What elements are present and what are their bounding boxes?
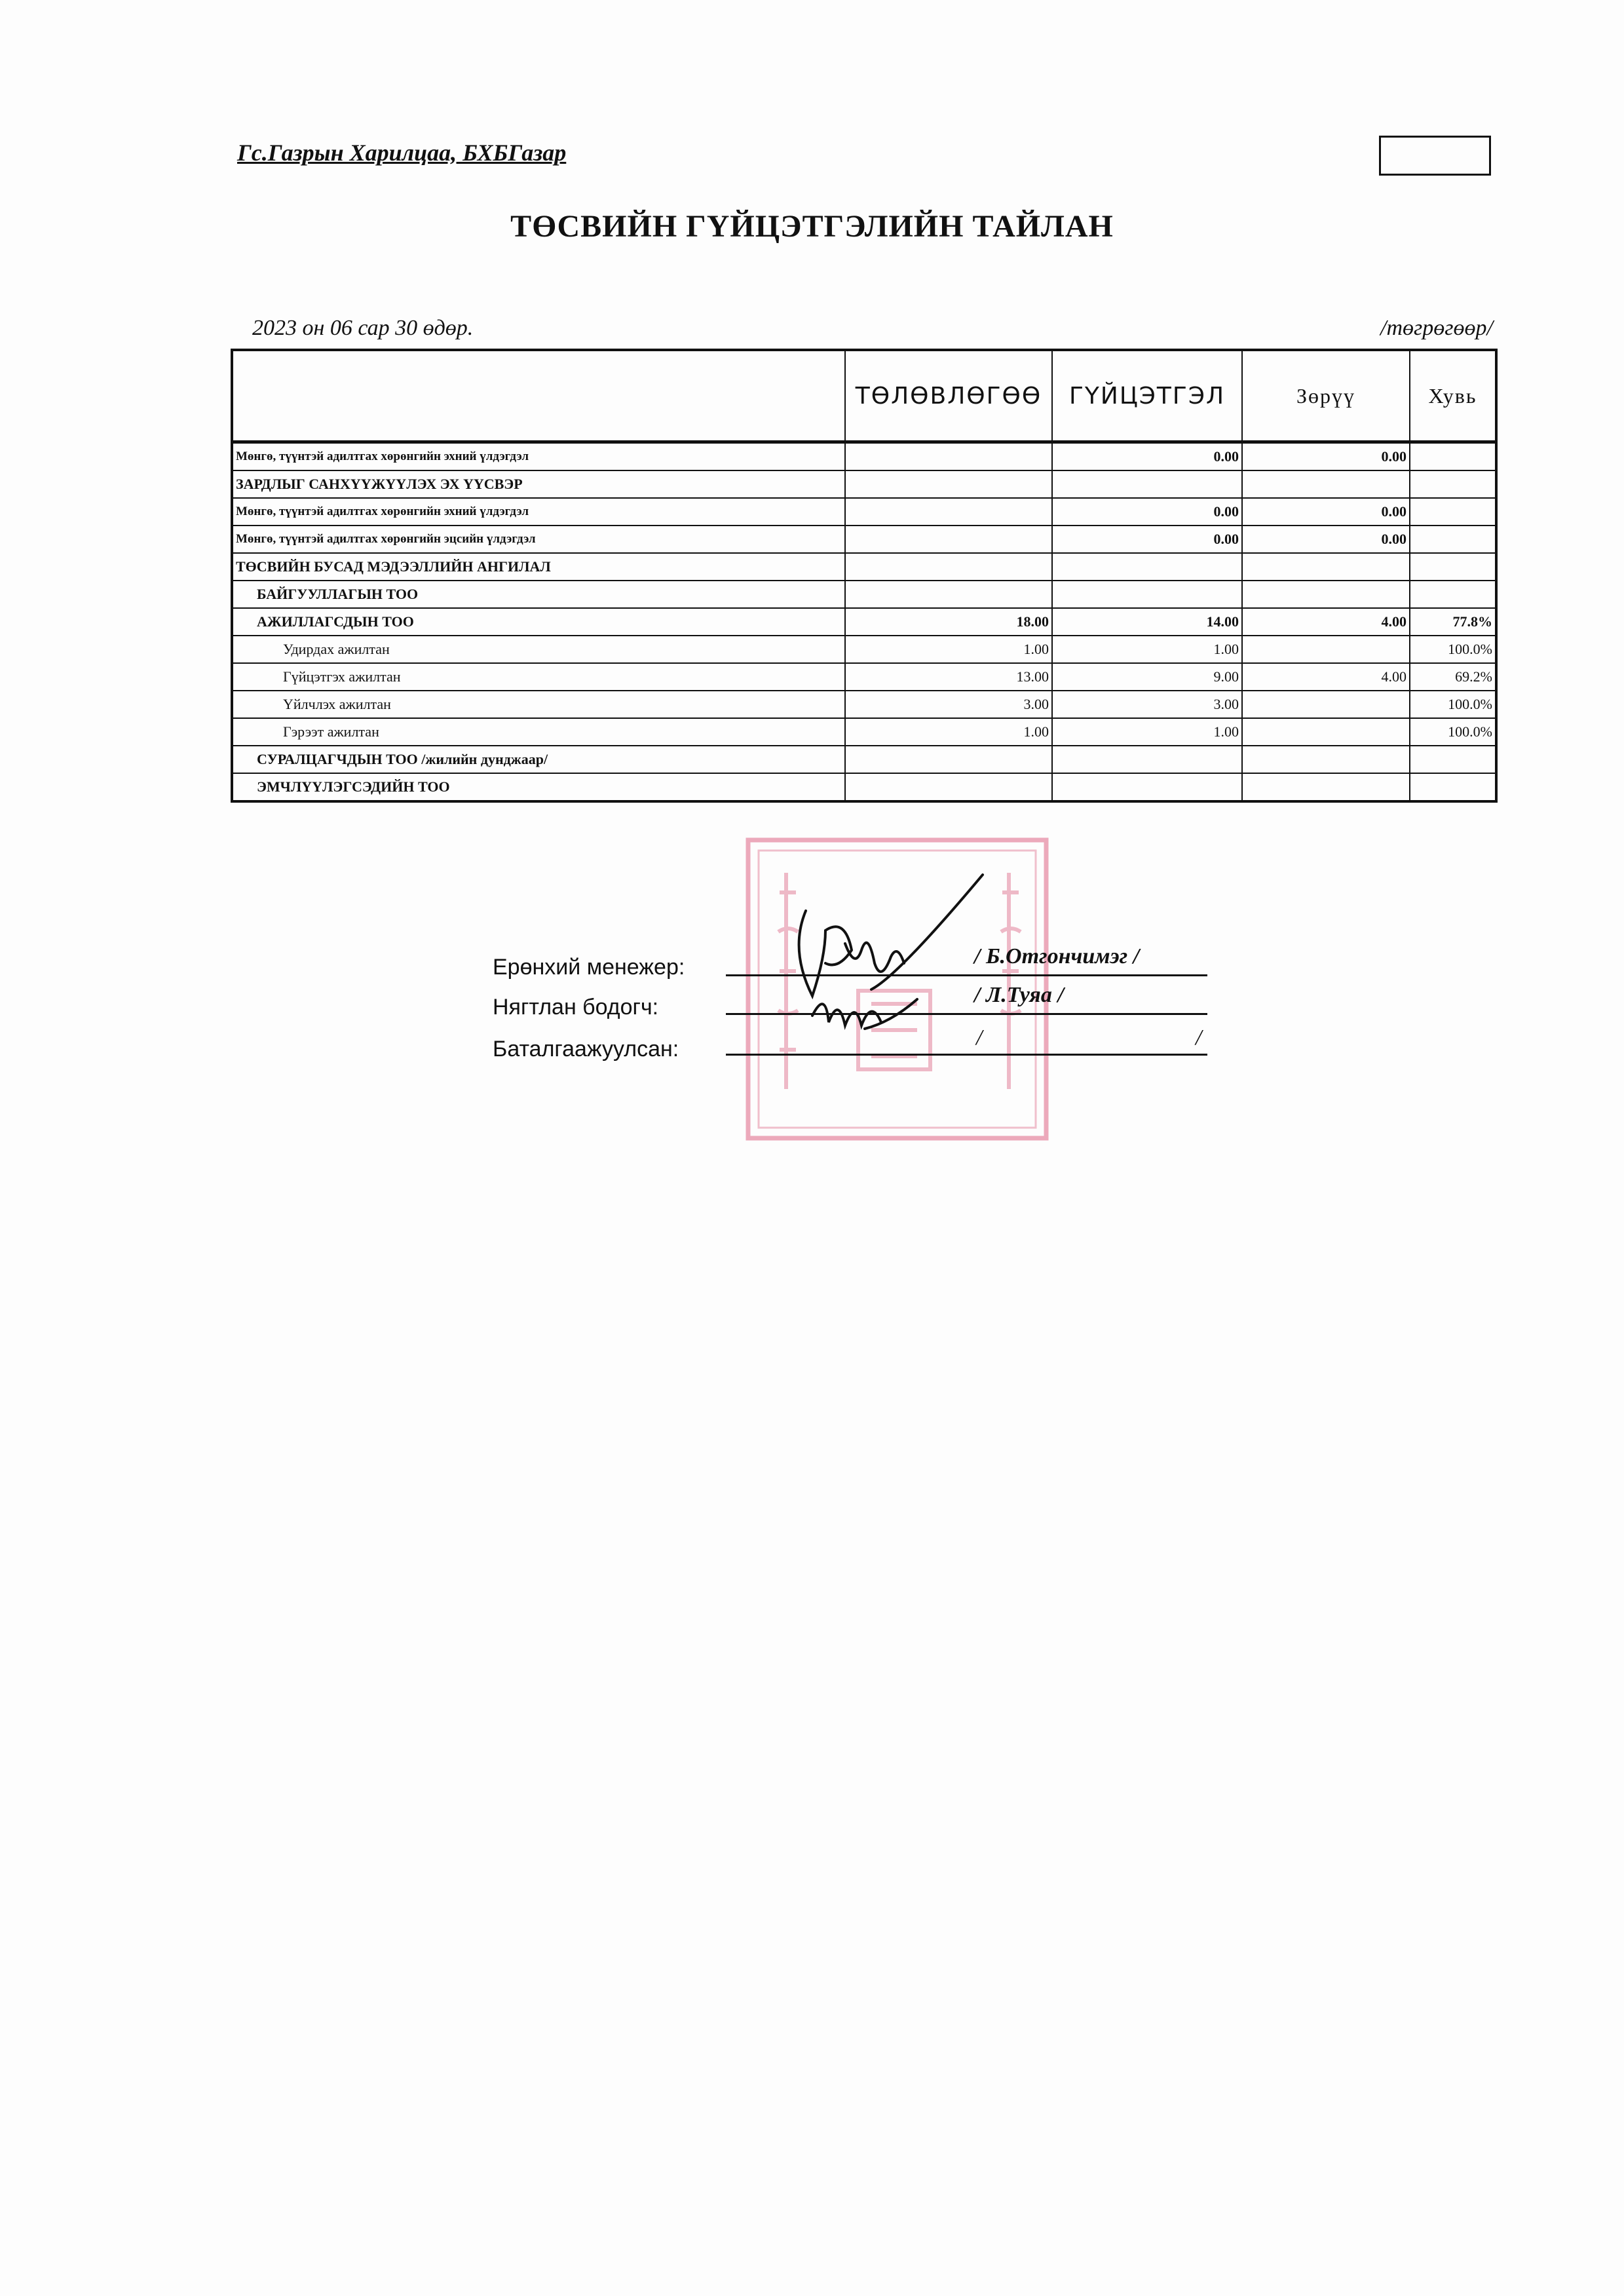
actual-cell — [1052, 553, 1242, 581]
difference-cell — [1242, 691, 1410, 718]
difference-cell — [1242, 718, 1410, 746]
organization-name: Гс.Газрын Харилцаа, БХБГазар — [237, 140, 567, 166]
row-label: Мөнгө, түүнтэй адилтгах хөрөнгийн эхний үлдэгдэл — [232, 498, 845, 526]
column-header-actual: ГҮЙЦЭТГЭЛ — [1052, 350, 1242, 442]
plan-cell — [845, 553, 1052, 581]
actual-cell: 0.00 — [1052, 442, 1242, 471]
plan-cell — [845, 526, 1052, 553]
row-label: Гүйцэтгэх ажилтан — [232, 663, 845, 691]
percent-cell — [1410, 526, 1496, 553]
plan-cell — [845, 498, 1052, 526]
difference-cell — [1242, 773, 1410, 801]
plan-cell — [845, 442, 1052, 471]
actual-cell: 3.00 — [1052, 691, 1242, 718]
row-label: Удирдах ажилтан — [232, 636, 845, 663]
accountant-label: Нягтлан бодогч: — [493, 995, 659, 1020]
currency-unit: /төгрөгөөр/ — [1380, 316, 1493, 340]
verified-slash-close: / — [1196, 1025, 1202, 1050]
column-header-plan: ТӨЛӨВЛӨГӨӨ — [845, 350, 1052, 442]
actual-cell: 9.00 — [1052, 663, 1242, 691]
percent-cell — [1410, 442, 1496, 471]
report-date: 2023 он 06 сар 30 өдөр. — [252, 316, 474, 340]
handwritten-signature — [773, 871, 996, 1042]
difference-cell — [1242, 553, 1410, 581]
percent-cell — [1410, 773, 1496, 801]
table-row — [232, 636, 1496, 663]
difference-cell — [1242, 636, 1410, 663]
row-label: ТӨСВИЙН БУСАД МЭДЭЭЛЛИЙН АНГИЛАЛ — [232, 553, 845, 581]
percent-cell — [1410, 553, 1496, 581]
plan-cell: 13.00 — [845, 663, 1052, 691]
form-code-box — [1379, 136, 1491, 176]
difference-cell: 0.00 — [1242, 526, 1410, 553]
percent-cell — [1410, 470, 1496, 498]
percent-cell — [1410, 498, 1496, 526]
manager-name: / Б.Отгончимэг / — [974, 944, 1140, 968]
manager-signature-line — [726, 974, 1207, 976]
table-row — [232, 526, 1496, 553]
plan-cell — [845, 746, 1052, 773]
report-title: ТӨСВИЙН ГҮЙЦЭТГЭЛИЙН ТАЙЛАН — [510, 209, 1114, 244]
plan-cell — [845, 470, 1052, 498]
difference-cell — [1242, 470, 1410, 498]
percent-cell: 100.0% — [1410, 691, 1496, 718]
difference-cell: 0.00 — [1242, 442, 1410, 471]
table-row — [232, 773, 1496, 801]
row-label: БАЙГУУЛЛАГЫН ТОО — [232, 581, 845, 608]
table-row — [232, 470, 1496, 498]
table-row — [232, 608, 1496, 636]
plan-cell: 18.00 — [845, 608, 1052, 636]
table-row — [232, 498, 1496, 526]
difference-cell — [1242, 746, 1410, 773]
column-header-difference: Зөрүү — [1242, 350, 1410, 442]
row-label: Үйлчлэх ажилтан — [232, 691, 845, 718]
actual-cell: 1.00 — [1052, 636, 1242, 663]
percent-cell: 77.8% — [1410, 608, 1496, 636]
actual-cell — [1052, 746, 1242, 773]
row-label: ЭМЧЛҮҮЛЭГСЭДИЙН ТОО — [232, 773, 845, 801]
column-header-percent: Хувь — [1410, 350, 1496, 442]
actual-cell: 1.00 — [1052, 718, 1242, 746]
table-row — [232, 663, 1496, 691]
table-row — [232, 746, 1496, 773]
actual-cell — [1052, 773, 1242, 801]
actual-cell — [1052, 470, 1242, 498]
row-label: Гэрээт ажилтан — [232, 718, 845, 746]
difference-cell: 4.00 — [1242, 663, 1410, 691]
manager-label: Ерөнхий менежер: — [493, 955, 685, 980]
percent-cell — [1410, 581, 1496, 608]
percent-cell: 100.0% — [1410, 718, 1496, 746]
row-label: ЗАРДЛЫГ САНХҮҮЖҮҮЛЭХ ЭХ ҮҮСВЭР — [232, 470, 845, 498]
accountant-name: / Л.Туяа / — [974, 983, 1064, 1007]
accountant-signature-line — [726, 1013, 1207, 1015]
actual-cell — [1052, 581, 1242, 608]
actual-cell: 0.00 — [1052, 498, 1242, 526]
table-row — [232, 691, 1496, 718]
plan-cell: 3.00 — [845, 691, 1052, 718]
row-label: Мөнгө, түүнтэй адилтгах хөрөнгийн эцсийн үлдэгдэл — [232, 526, 845, 553]
percent-cell: 100.0% — [1410, 636, 1496, 663]
table-row — [232, 581, 1496, 608]
plan-cell — [845, 773, 1052, 801]
row-label: СУРАЛЦАГЧДЫН ТОО /жилийн дунджаар/ — [232, 746, 845, 773]
difference-cell: 4.00 — [1242, 608, 1410, 636]
table-header-row — [232, 350, 1496, 442]
plan-cell: 1.00 — [845, 636, 1052, 663]
actual-cell: 0.00 — [1052, 526, 1242, 553]
difference-cell: 0.00 — [1242, 498, 1410, 526]
percent-cell: 69.2% — [1410, 663, 1496, 691]
column-header-label — [232, 350, 845, 442]
actual-cell: 14.00 — [1052, 608, 1242, 636]
plan-cell: 1.00 — [845, 718, 1052, 746]
table-row — [232, 442, 1496, 471]
table-row — [232, 553, 1496, 581]
row-label: Мөнгө, түүнтэй адилтгах хөрөнгийн эхний үлдэгдэл — [232, 442, 845, 471]
verified-slash-open: / — [976, 1025, 983, 1050]
row-label: АЖИЛЛАГСДЫН ТОО — [232, 608, 845, 636]
verified-signature-line — [726, 1054, 1207, 1056]
plan-cell — [845, 581, 1052, 608]
table-row — [232, 718, 1496, 746]
verified-label: Баталгаажуулсан: — [493, 1037, 679, 1062]
difference-cell — [1242, 581, 1410, 608]
percent-cell — [1410, 746, 1496, 773]
budget-report-table — [231, 349, 1498, 803]
